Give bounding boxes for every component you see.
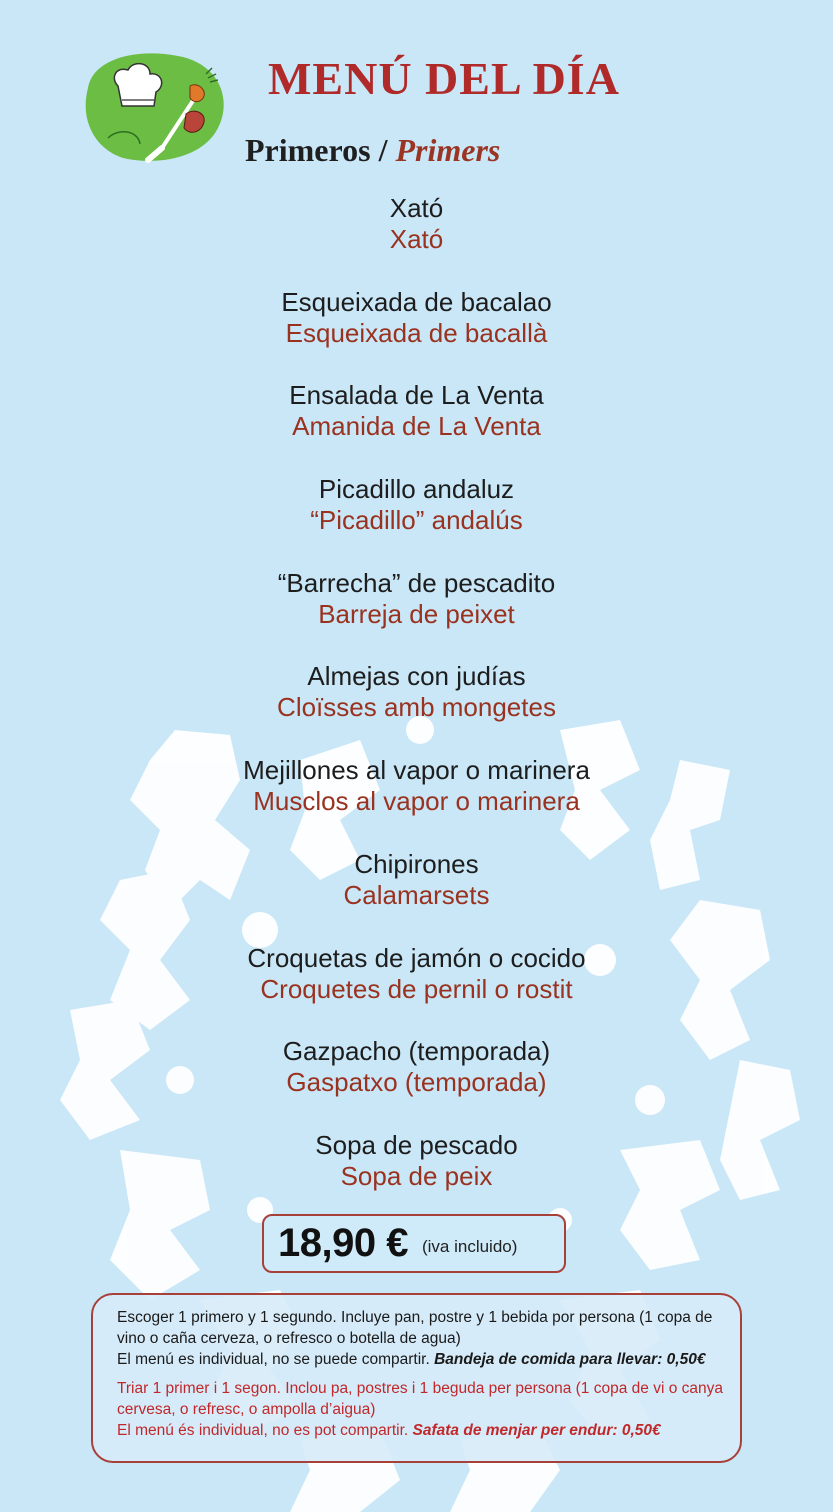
list-item — [0, 568, 833, 662]
list-item — [0, 380, 833, 474]
dish-name-catalan: Musclos al vapor o marinera — [253, 786, 580, 817]
dish-name-catalan: Croquetes de pernil o rostit — [260, 973, 573, 1004]
dish-name-spanish: Sopa de pescado — [315, 1129, 518, 1160]
dish-name-catalan: Xató — [389, 224, 444, 254]
menu-title: MENÚ DEL DÍA — [268, 53, 620, 104]
conditions-catalan-rule: El menú és individual, no es pot compartir. — [117, 1422, 413, 1439]
dish-name-catalan: Esqueixada de bacallà — [285, 317, 548, 348]
dish-name-catalan: Amanida de La Venta — [292, 411, 541, 442]
dish-name-spanish: Mejillones al vapor o marinera — [243, 755, 590, 786]
dish-name-catalan: “Picadillo” andalús — [310, 505, 523, 536]
conditions-catalan-takeaway: Safata de menjar per endur: 0,50€ — [412, 1422, 661, 1439]
list-item — [0, 1130, 833, 1224]
dish-name-spanish: Almejas con judías — [307, 661, 526, 692]
dish-name-spanish: Esqueixada de bacalao — [281, 286, 552, 317]
list-item — [0, 474, 833, 568]
conditions-box — [91, 1293, 742, 1463]
conditions-catalan-text: Triar 1 primer i 1 segon. Inclou pa, postres i 1 beguda per persona (1 copa de vi o canya cervesa, o refresc, o ampolla d’aigua) — [117, 1380, 723, 1418]
section-heading-spanish: Primeros — [245, 132, 371, 168]
list-item — [0, 193, 833, 287]
dish-name-catalan: Sopa de peix — [340, 1160, 493, 1191]
dish-name-catalan: Calamarsets — [343, 879, 490, 910]
list-item — [0, 849, 833, 943]
chef-hat-fork-knife-logo-icon — [78, 48, 230, 168]
list-item — [0, 755, 833, 849]
dish-name-catalan: Cloïsses amb mongetes — [277, 692, 556, 723]
dish-name-spanish: Croquetas de jamón o cocido — [247, 942, 586, 973]
section-heading-catalan: Primers — [395, 132, 501, 168]
price-vat-note: (iva incluido) — [421, 1236, 518, 1256]
list-item — [0, 661, 833, 755]
dish-list — [0, 193, 833, 1224]
restaurant-logo — [78, 48, 230, 168]
conditions-spanish-takeaway: Bandeja de comida para llevar: 0,50€ — [434, 1351, 706, 1368]
list-item — [0, 943, 833, 1037]
conditions-spanish-rule: El menú es individual, no se puede compartir. — [117, 1351, 435, 1368]
dish-name-spanish: Xató — [389, 193, 444, 223]
list-item — [0, 287, 833, 381]
price-box — [262, 1214, 566, 1273]
dish-name-spanish: “Barrecha” de pescadito — [277, 567, 556, 598]
dish-name-spanish: Chipirones — [354, 848, 479, 879]
section-heading-starters — [245, 132, 500, 169]
dish-name-catalan: Barreja de peixet — [318, 598, 515, 629]
conditions-spanish — [117, 1307, 724, 1370]
dish-name-spanish: Ensalada de La Venta — [289, 380, 544, 411]
dish-name-spanish: Gazpacho (temporada) — [282, 1036, 551, 1067]
conditions-spanish-text: Escoger 1 primero y 1 segundo. Incluye pan, postre y 1 bebida por persona (1 copa de vino o caña cerveza, o refresco o botella de agua) — [117, 1309, 713, 1347]
section-heading-separator: / — [370, 132, 396, 168]
price-amount: 18,90 € — [278, 1221, 408, 1265]
list-item — [0, 1036, 833, 1130]
dish-name-spanish: Picadillo andaluz — [318, 474, 515, 505]
dish-name-catalan: Gaspatxo (temporada) — [286, 1067, 547, 1098]
conditions-catalan — [117, 1378, 724, 1441]
